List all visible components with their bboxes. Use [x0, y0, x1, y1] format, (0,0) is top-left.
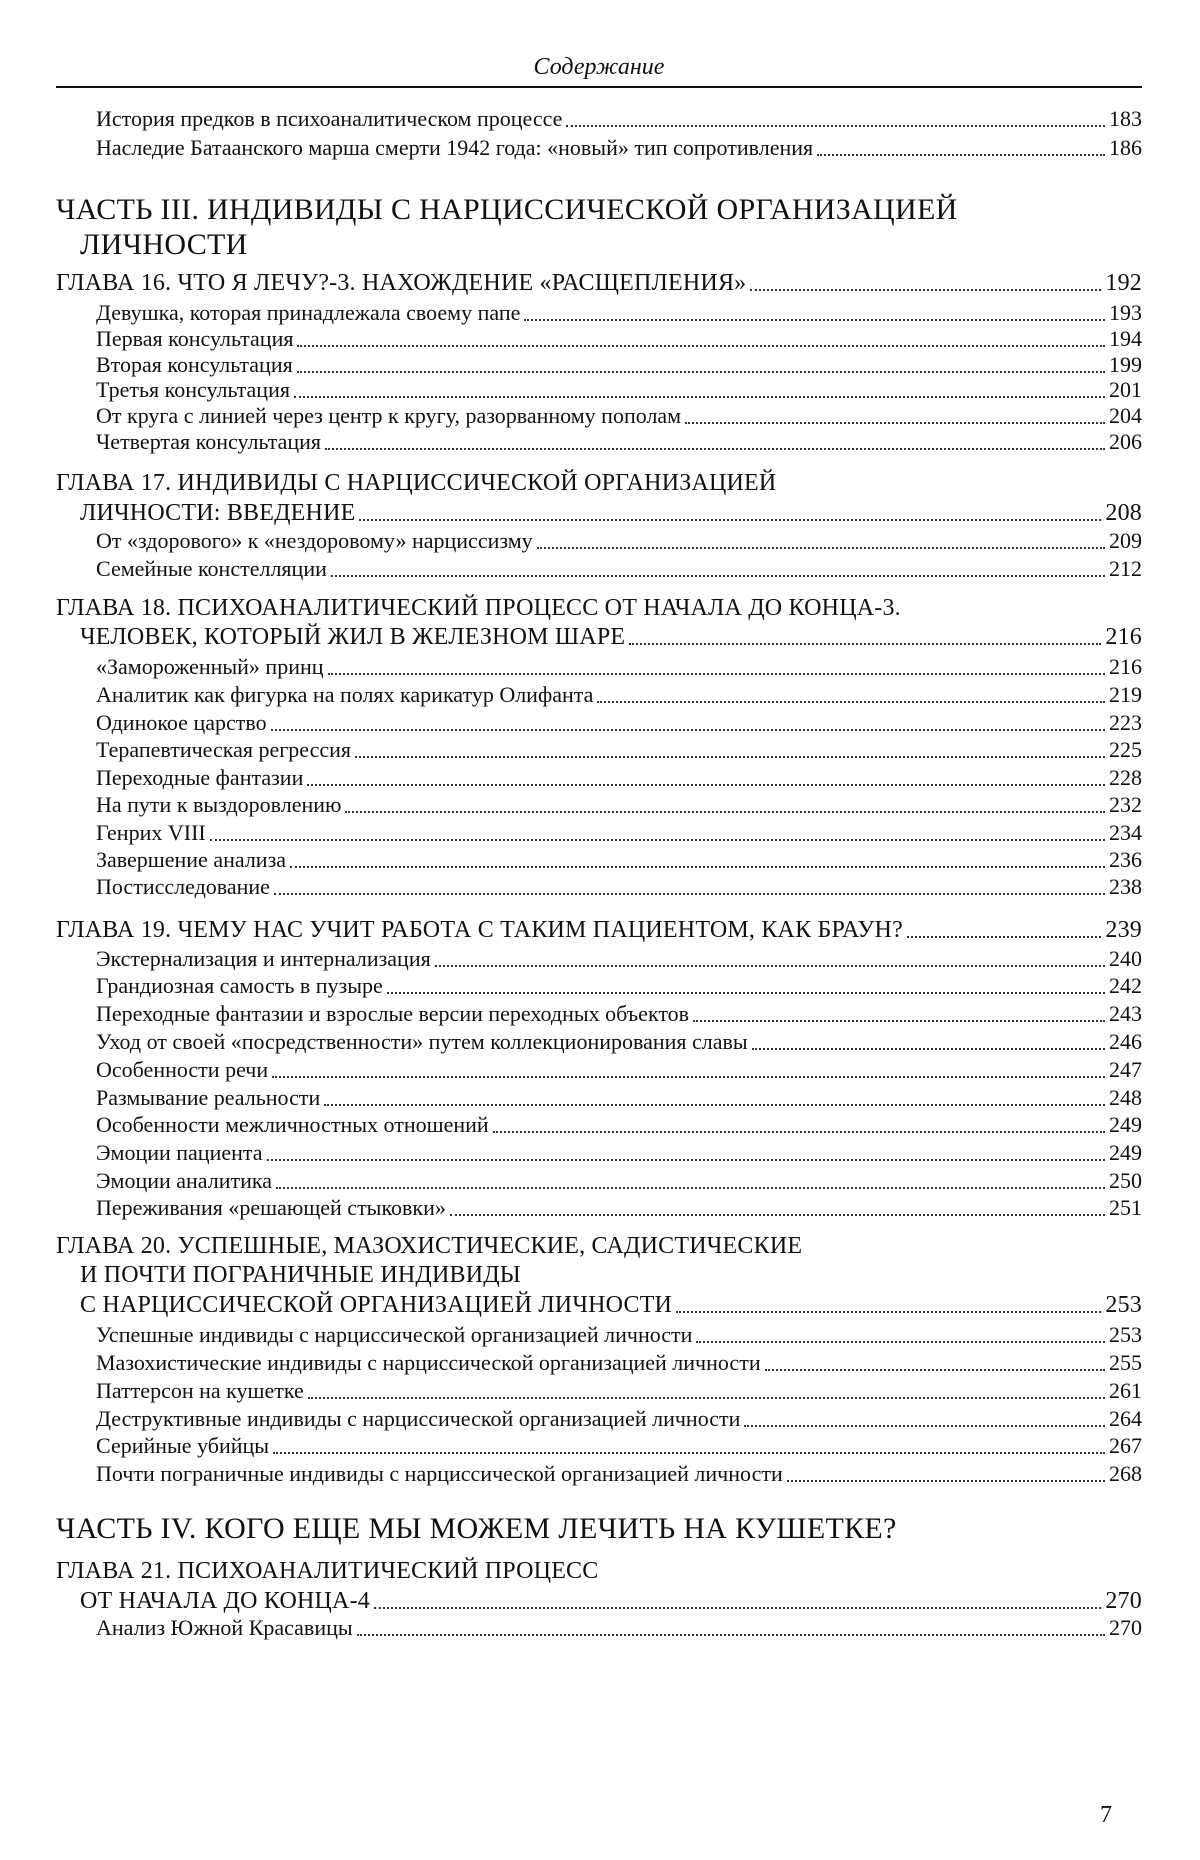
toc-section-entry: [96, 1138, 1142, 1168]
dot-leader: [537, 525, 1105, 549]
dot-leader: [271, 707, 1105, 731]
dot-leader: [524, 297, 1105, 321]
running-header: Содержание: [533, 54, 665, 80]
toc-chapter-entry: [56, 1231, 1142, 1261]
toc-entry-page: 234: [1109, 820, 1142, 845]
dot-leader: [294, 374, 1105, 398]
dot-leader: [629, 621, 1101, 645]
toc-section-entry: [96, 999, 1142, 1029]
dot-leader: [273, 1430, 1105, 1454]
dot-leader: [435, 943, 1105, 967]
dot-leader: [752, 1026, 1105, 1050]
toc-chapter-entry: [80, 498, 1142, 528]
toc-entry-title: И ПОЧТИ ПОГРАНИЧНЫЕ ИНДИВИДЫ: [80, 1262, 521, 1288]
dot-leader: [566, 103, 1105, 127]
toc-entry-page: 219: [1109, 682, 1142, 707]
dot-leader: [387, 970, 1105, 994]
toc-entry-page: 236: [1109, 847, 1142, 872]
dot-leader: [355, 734, 1105, 758]
toc-entry-title: Особенности речи: [96, 1057, 269, 1082]
toc-entry-page: 242: [1109, 973, 1142, 998]
dot-leader: [210, 817, 1105, 841]
toc-entry-page: 270: [1109, 1615, 1142, 1640]
toc-entry-page: 247: [1109, 1057, 1142, 1082]
toc-entry-page: 264: [1109, 1406, 1142, 1431]
toc-entry-page: 232: [1109, 792, 1142, 817]
dot-leader: [308, 1375, 1105, 1399]
dot-leader: [297, 323, 1105, 347]
toc-entry-page: 270: [1105, 1588, 1142, 1614]
toc-entry-page: 239: [1105, 917, 1142, 943]
toc-entry-title: Четвертая консультация: [96, 429, 322, 454]
toc-entry-title: ГЛАВА 18. ПСИХОАНАЛИТИЧЕСКИЙ ПРОЦЕСС ОТ НАЧАЛА ДО КОНЦА-3.: [56, 595, 901, 621]
toc-entry-title: Уход от своей «посредственности» путем коллекционирования славы: [96, 1029, 748, 1054]
toc-entry-title: Анализ Южной Красавицы: [96, 1615, 353, 1640]
dot-leader: [297, 349, 1105, 373]
toc-entry-page: 208: [1105, 500, 1142, 526]
toc-entry-page: 246: [1109, 1029, 1142, 1054]
dot-leader: [325, 426, 1105, 450]
dot-leader: [345, 789, 1105, 813]
toc-section-entry: [96, 1431, 1142, 1461]
toc-entry-title: ОТ НАЧАЛА ДО КОНЦА-4: [80, 1588, 370, 1614]
dot-leader: [267, 1137, 1105, 1161]
toc-section-entry: [96, 1613, 1142, 1643]
toc-section-entry: [96, 1376, 1142, 1406]
toc-entry-title: ЛИЧНОСТИ: [80, 228, 248, 261]
toc-entry-page: 223: [1109, 710, 1142, 735]
toc-entry-page: 201: [1109, 377, 1142, 402]
toc-entry-title: Постисследование: [96, 874, 270, 899]
toc-section-entry: [96, 652, 1142, 682]
toc-entry-page: 243: [1109, 1001, 1142, 1026]
toc-entry-page: 193: [1109, 300, 1142, 325]
toc-section-entry: [96, 790, 1142, 820]
dot-leader: [450, 1192, 1105, 1216]
toc-chapter-entry: [56, 915, 1142, 945]
toc-entry-page: 216: [1109, 654, 1142, 679]
toc-entry-page: 251: [1109, 1195, 1142, 1220]
toc-entry-title: Генрих VIII: [96, 820, 206, 845]
toc-entry-page: 216: [1105, 624, 1142, 650]
toc-entry-page: 206: [1109, 429, 1142, 454]
toc-entry-page: 261: [1109, 1378, 1142, 1403]
toc-entry-page: 204: [1109, 403, 1142, 428]
toc-entry-page: 255: [1109, 1350, 1142, 1375]
toc-section-entry: [96, 427, 1142, 457]
toc-entry-title: От «здорового» к «нездоровому» нарциссизму: [96, 528, 533, 553]
toc-entry-title: Особенности межличностных отношений: [96, 1112, 489, 1137]
dot-leader: [750, 267, 1101, 291]
toc-entry-title: ГЛАВА 16. ЧТО Я ЛЕЧУ?-3. НАХОЖДЕНИЕ «РАСЩЕПЛЕНИЯ»: [56, 270, 747, 296]
dot-leader: [597, 679, 1105, 703]
toc-entry-title: Третья консультация: [96, 377, 290, 402]
toc-entry-title: С НАРЦИССИЧЕСКОЙ ОРГАНИЗАЦИЕЙ ЛИЧНОСТИ: [80, 1292, 673, 1318]
dot-leader: [357, 1612, 1105, 1636]
toc-entry-title: Семейные констелляции: [96, 556, 327, 581]
toc-entry-page: 192: [1105, 270, 1142, 296]
toc-section-entry: [96, 680, 1142, 710]
toc-entry-title: Эмоции пациента: [96, 1140, 263, 1165]
dot-leader: [331, 553, 1105, 577]
page-number: 7: [1100, 1802, 1112, 1828]
dot-leader: [693, 998, 1105, 1022]
toc-entry-title: Эмоции аналитика: [96, 1168, 273, 1193]
toc-section-entry: [96, 971, 1142, 1001]
toc-part-heading: [80, 228, 1142, 262]
toc-entry-title: ЧЕЛОВЕК, КОТОРЫЙ ЖИЛ В ЖЕЛЕЗНОМ ШАРЕ: [80, 624, 626, 650]
toc-entry-page: 249: [1109, 1140, 1142, 1165]
toc-entry-title: Мазохистические индивиды с нарциссической организацией личности: [96, 1350, 761, 1375]
toc-entry-page: 267: [1109, 1433, 1142, 1458]
toc-entry-page: 212: [1109, 556, 1142, 581]
toc-entry-title: ГЛАВА 19. ЧЕМУ НАС УЧИТ РАБОТА С ТАКИМ ПАЦИЕНТОМ, КАК БРАУН?: [56, 917, 903, 943]
toc-section-entry: [96, 554, 1142, 584]
dot-leader: [272, 1054, 1105, 1078]
toc-entry-title: Размывание реальности: [96, 1085, 321, 1110]
toc-entry-title: Деструктивные индивиды с нарциссической организацией личности: [96, 1406, 741, 1431]
toc-entry-title: ГЛАВА 21. ПСИХОАНАЛИТИЧЕСКИЙ ПРОЦЕСС: [56, 1558, 599, 1584]
toc-entry-page: 240: [1109, 946, 1142, 971]
dot-leader: [696, 1319, 1105, 1343]
dot-leader: [907, 914, 1101, 938]
toc-entry-page: 194: [1109, 326, 1142, 351]
toc-entry-title: Успешные индивиды с нарциссической организацией личности: [96, 1322, 693, 1347]
toc-entry-page: 183: [1109, 106, 1142, 131]
toc-chapter-entry: [80, 1290, 1142, 1320]
dot-leader: [374, 1585, 1101, 1609]
toc-entry-title: Экстернализация и интернализация: [96, 946, 431, 971]
toc-entry-page: 248: [1109, 1085, 1142, 1110]
toc-section-entry: [96, 1193, 1142, 1223]
toc-entry-page: 199: [1109, 352, 1142, 377]
toc-part-heading: [56, 1512, 1142, 1546]
toc-entry-title: Вторая консультация: [96, 352, 293, 377]
toc-entry-page: 249: [1109, 1112, 1142, 1137]
toc-entry-page: 209: [1109, 528, 1142, 553]
toc-entry-title: Терапевтическая регрессия: [96, 737, 352, 762]
toc-chapter-entry: [56, 1556, 1142, 1586]
toc-entry-title: ГЛАВА 20. УСПЕШНЫЕ, МАЗОХИСТИЧЕСКИЕ, САДИСТИЧЕСКИЕ: [56, 1233, 803, 1259]
toc-entry-title: Переживания «решающей стыковки»: [96, 1195, 446, 1220]
toc-entry-title: Завершение анализа: [96, 847, 287, 872]
toc-section-entry: [96, 133, 1142, 163]
toc-chapter-entry: [80, 1260, 1142, 1290]
toc-entry-page: 228: [1109, 765, 1142, 790]
toc-section-entry: [96, 1110, 1142, 1140]
dot-leader: [274, 871, 1105, 895]
dot-leader: [744, 1403, 1105, 1427]
dot-leader: [307, 762, 1105, 786]
toc-entry-title: От круга с линией через центр к кругу, разорванному пополам: [96, 403, 682, 428]
dot-leader: [359, 497, 1101, 521]
toc-entry-title: На пути к выздоровлению: [96, 792, 342, 817]
toc-entry-title: Аналитик как фигурка на полях карикатур Олифанта: [96, 682, 594, 707]
dot-leader: [685, 400, 1105, 424]
toc-entry-title: Грандиозная самость в пузыре: [96, 973, 383, 998]
toc-entry-title: ЧАСТЬ III. ИНДИВИДЫ С НАРЦИССИЧЕСКОЙ ОРГАНИЗАЦИЕЙ: [56, 193, 958, 226]
dot-leader: [493, 1109, 1105, 1133]
toc-entry-title: Паттерсон на кушетке: [96, 1378, 304, 1403]
toc-chapter-entry: [56, 468, 1142, 498]
toc-section-entry: [96, 526, 1142, 556]
toc-entry-title: Переходные фантазии: [96, 765, 304, 790]
toc-entry-title: Одинокое царство: [96, 710, 267, 735]
toc-entry-page: 268: [1109, 1461, 1142, 1486]
toc-entry-title: «Замороженный» принц: [96, 654, 324, 679]
dot-leader: [765, 1347, 1105, 1371]
dot-leader: [676, 1289, 1101, 1313]
toc-entry-page: 225: [1109, 737, 1142, 762]
toc-entry-title: ГЛАВА 17. ИНДИВИДЫ С НАРЦИССИЧЕСКОЙ ОРГАНИЗАЦИЕЙ: [56, 470, 777, 496]
toc-entry-page: 253: [1105, 1292, 1142, 1318]
toc-entry-title: Первая консультация: [96, 326, 294, 351]
dot-leader: [324, 1082, 1105, 1106]
dot-leader: [290, 844, 1105, 868]
toc-entry-title: Девушка, которая принадлежала своему папе: [96, 300, 521, 325]
toc-section-entry: [96, 872, 1142, 902]
toc-entry-title: История предков в психоаналитическом процессе: [96, 106, 563, 131]
toc-entry-page: 238: [1109, 874, 1142, 899]
toc-section-entry: [96, 1320, 1142, 1350]
toc-entry-title: Наследие Батаанского марша смерти 1942 года: «новый» тип сопротивления: [96, 135, 814, 160]
toc-entry-page: 253: [1109, 1322, 1142, 1347]
toc-entry-title: Серийные убийцы: [96, 1433, 270, 1458]
toc-entry-title: ЛИЧНОСТИ: ВВЕДЕНИЕ: [80, 500, 356, 526]
toc-entry-page: 250: [1109, 1168, 1142, 1193]
dot-leader: [276, 1165, 1105, 1189]
toc-chapter-entry: [56, 268, 1142, 298]
dot-leader: [817, 132, 1105, 156]
toc-entry-title: ЧАСТЬ IV. КОГО ЕЩЕ МЫ МОЖЕМ ЛЕЧИТЬ НА КУШЕТКЕ?: [56, 1512, 897, 1545]
toc-entry-title: Переходные фантазии и взрослые версии переходных объектов: [96, 1001, 690, 1026]
dot-leader: [328, 651, 1105, 675]
toc-entry-page: 186: [1109, 135, 1142, 160]
toc-chapter-entry: [56, 593, 1142, 623]
toc-section-entry: [96, 104, 1142, 134]
toc-chapter-entry: [80, 622, 1142, 652]
dot-leader: [787, 1458, 1105, 1482]
toc-section-entry: [96, 1348, 1142, 1378]
toc-entry-title: Почти пограничные индивиды с нарциссической организацией личности: [96, 1461, 783, 1486]
toc-section-entry: [96, 1055, 1142, 1085]
toc-section-entry: [96, 735, 1142, 765]
toc-part-heading: [56, 193, 1142, 227]
toc-section-entry: [96, 1459, 1142, 1489]
toc-section-entry: [96, 1027, 1142, 1057]
